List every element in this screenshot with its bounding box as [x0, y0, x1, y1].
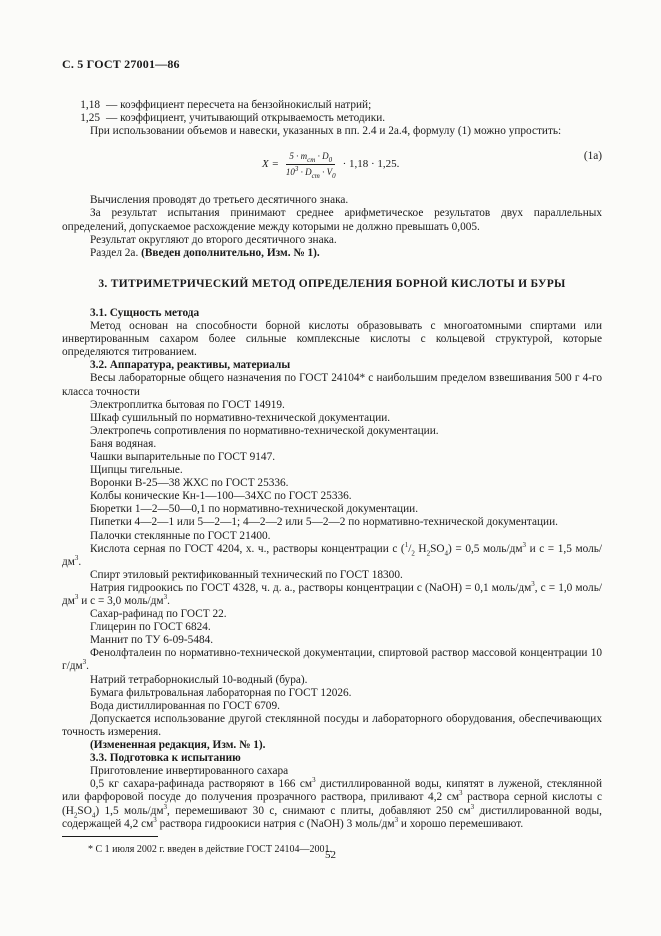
list-item: Вода дистиллированная по ГОСТ 6709.	[90, 699, 280, 712]
paragraph-prigot: Приготовление инвертированного сахара	[90, 765, 289, 778]
paragraph-result: За результат испытания принимают среднее арифметическое результатов двух параллельных определений, допускаемое расхождение между которыми не должно превышать 0,005.	[62, 207, 602, 233]
coefficient-row	[62, 112, 602, 125]
formula-denominator	[283, 165, 339, 179]
list-item: Бюретки 1—2—50—0,1 по нормативно-технической документации.	[90, 503, 419, 516]
num-tail-sub: 0	[328, 156, 333, 165]
subsection-3-3: 3.3. Подготовка к испытанию	[90, 752, 241, 765]
den-tail: · V	[319, 167, 333, 178]
kislota-sub4: 4	[444, 548, 449, 557]
footnote: * С 1 июля 2002 г. введен в действие ГОСТ 24104—2001.	[88, 843, 332, 855]
kislota-sub2: 2	[426, 548, 431, 557]
list-item: Баня водяная.	[90, 437, 157, 450]
paragraph-dopusk: Допускается использование другой стеклянной посуды и лабораторного оборудования, обеспечивающих точность измерения.	[62, 712, 602, 738]
den-tail-sub: 0	[332, 172, 336, 181]
kislota-e: и c = 1,5 моль/дм	[62, 542, 603, 568]
izm-note: (Измененная редакция, Изм. № 1).	[90, 739, 266, 752]
list-item: Чашки выпарительные по ГОСТ 9147.	[90, 450, 276, 463]
natriy-d: .	[167, 595, 170, 607]
document-page	[62, 58, 602, 856]
formula-number: (1а)	[583, 150, 602, 163]
den-sup: 3	[294, 165, 299, 174]
paragraph-last: 0,5 кг сахара-рафинада растворяют в 166 $см^3$ дистиллированной воды, кипятят в луженой, стеклянной или фарфоровой посуде до получения прозрачного раствора, приливают 4,2 $см^3$ раствора серной кислоты c $(H_2SO_4)$ 1,5 моль/$дм^3$, перемешивают 30 с, снимают с плиты, добавляют 250 $см^3$ дистиллированной воды, содержащей 4,2 $см^3$ раствора гидроокиси натрия c (NaOH) 3 моль/$дм^3$ и хорошо перемешивают.	[62, 776, 602, 830]
list-item: Пипетки 4—2—1 или 5—2—1; 4—2—2 или 5—2—2 по нормативно-технической документации.	[90, 516, 558, 529]
list-item: Колбы конические Кн-1—100—34ХС по ГОСТ 25336.	[90, 490, 352, 503]
page-number: 52	[325, 849, 336, 861]
subsection-3-2: 3.2. Аппаратура, реактивы, материалы	[90, 359, 291, 372]
paragraph-3-1: Метод основан на способности борной кислоты образовывать с многоатомными спиртами или инвертированным сахаром более сильные комплексные кислоты с кольцевой структурой, которые определяются титрованием.	[62, 320, 602, 359]
natriy-b: , c = 1,0 моль/дм	[62, 581, 602, 607]
fenol-a: Фенолфталеин по нормативно-технической документации, спиртовой раствор массовой концентрации 10 г/дм	[62, 647, 602, 673]
num-sub: ст	[307, 156, 316, 165]
paragraph-round: Результат округляют до второго десятичного знака.	[90, 233, 337, 246]
subsection-3-1: 3.1. Сущность метода	[90, 306, 200, 319]
list-item: Воронки В-25—38 ЖХС по ГОСТ 25336.	[90, 477, 289, 490]
list-item: Сахар-рафинад по ГОСТ 22.	[90, 608, 227, 621]
list-item: Бумага фильтровальная лабораторная по ГОСТ 12026.	[90, 686, 352, 699]
formula-rest: · 1,18 · 1,25.	[342, 158, 400, 171]
fenol-b: .	[86, 660, 89, 673]
last-c: раствора серной кислоты c (H	[62, 791, 602, 817]
kislota-c: SO	[430, 542, 445, 555]
page-header: С. 5 ГОСТ 27001—86	[62, 57, 180, 71]
list-item: Натрий тетраборнокислый 10-водный (бура).	[90, 673, 308, 686]
razdel-note	[62, 247, 602, 260]
coefficient-text: — коэффициент пересчета на бензойнокислый натрий;	[106, 99, 372, 112]
last-d: SO	[77, 804, 92, 817]
formula-expression	[262, 150, 399, 179]
den-pre: 10	[285, 167, 295, 178]
kislota-frac-den: 2	[411, 548, 415, 557]
list-item: Глицерин по ГОСТ 6824.	[90, 621, 211, 634]
den-sub: ст	[311, 172, 320, 181]
intro-formula-paragraph: При использовании объемов и навески, указанных в пп. 2.4 и 2а.4, формулу (1) можно упростить:	[90, 125, 562, 138]
den-text: · D	[298, 167, 312, 178]
list-item: Палочки стеклянные по ГОСТ 21400.	[90, 529, 271, 542]
natriy-c: и c = 3,0 моль/дм	[78, 595, 164, 607]
kislota-frac-num: 1	[404, 540, 409, 549]
list-item: Шкаф сушильный по нормативно-технической документации.	[90, 411, 391, 424]
num-tail: · D	[315, 151, 329, 162]
section-title: 3. ТИТРИМЕТРИЧЕСКИЙ МЕТОД ОПРЕДЕЛЕНИЯ БОРНОЙ КИСЛОТЫ И БУРЫ	[98, 277, 566, 290]
paragraph-vesy: Весы лабораторные общего назначения по ГОСТ 24104* с наибольшим пределом взвешивания 500 г 4-го класса точности	[62, 372, 602, 398]
list-item: Щипцы тигельные.	[90, 464, 183, 477]
paragraph-natriy: Натрия гидроокись по ГОСТ 4328, ч. д. а., растворы концентрации c (NaOH) = 0,1 моль/$дм^3$, c = 1,0 моль/$дм^3$ и c = 3,0 моль/$дм^3$.	[62, 580, 602, 607]
coefficient-row	[62, 99, 602, 112]
last-i: и хорошо перемешивают.	[398, 817, 524, 830]
list-item: Электроплитка бытовая по ГОСТ 14919.	[90, 398, 285, 411]
kislota-b: H	[414, 542, 427, 555]
natriy-a: Натрия гидроокись по ГОСТ 4328, ч. д. а., растворы концентрации c (NaOH) = 0,1 моль/дм	[90, 581, 532, 594]
razdel-prefix: Раздел 2а.	[90, 246, 139, 259]
formula-1a	[62, 144, 602, 184]
formula-numerator	[286, 150, 335, 165]
list-item: Электропечь сопротивления по нормативно-технической документации.	[90, 424, 439, 437]
kislota-d: ) = 0,5 моль/дм	[448, 542, 523, 555]
last-e: ) 1,5 моль/дм	[95, 804, 164, 817]
formula-fraction	[283, 150, 339, 179]
kislota-f: .	[78, 555, 82, 568]
coefficient-value: 1,25	[80, 112, 100, 125]
formula-lhs: X =	[262, 158, 279, 171]
paragraph-calc: Вычисления проводят до третьего десятичного знака.	[90, 194, 349, 207]
footnote-divider	[62, 836, 158, 837]
coefficient-value: 1,18	[80, 99, 100, 112]
last-f: , перемешивают 30 с, снимают с плиты, добавляют 250 см	[167, 804, 471, 817]
kislota-a: Кислота серная по ГОСТ 4204, х. ч., растворы концентрации c (	[90, 542, 405, 555]
razdel-note-bold: (Введен дополнительно, Изм. № 1).	[141, 246, 320, 259]
last-g: дистиллированной воды, содержащей 4,2 см	[62, 804, 602, 830]
last-a: 0,5 кг сахара-рафинада растворяют в 166 см	[90, 778, 313, 791]
last-b: дистиллированной воды, кипятят в луженой, стеклянной или фарфоровой посуде до получения прозрачного раствора, приливают 4,2 см	[62, 778, 602, 804]
list-item: Маннит по ТУ 6-09-5484.	[90, 634, 214, 647]
paragraph-fenol: Фенолфталеин по нормативно-технической документации, спиртовой раствор массовой концентрации 10 $г/дм^3$.	[62, 647, 602, 673]
paragraph-kislota: Кислота серная по ГОСТ 4204, х. ч., растворы концентрации c ($^1/_2$ $H_2SO_4) = 0,5$ моль/$дм^3$ и c = 1,5 моль/$дм^3$.	[62, 540, 603, 568]
paragraph-spirt: Спирт этиловый ректификованный технический по ГОСТ 18300.	[90, 568, 403, 581]
last-h: раствора гидроокиси натрия c (NaOH) 3 моль/дм	[156, 817, 395, 830]
num-text: 5 · m	[289, 151, 308, 162]
coefficient-text: — коэффициент, учитывающий открываемость методики.	[106, 112, 386, 125]
